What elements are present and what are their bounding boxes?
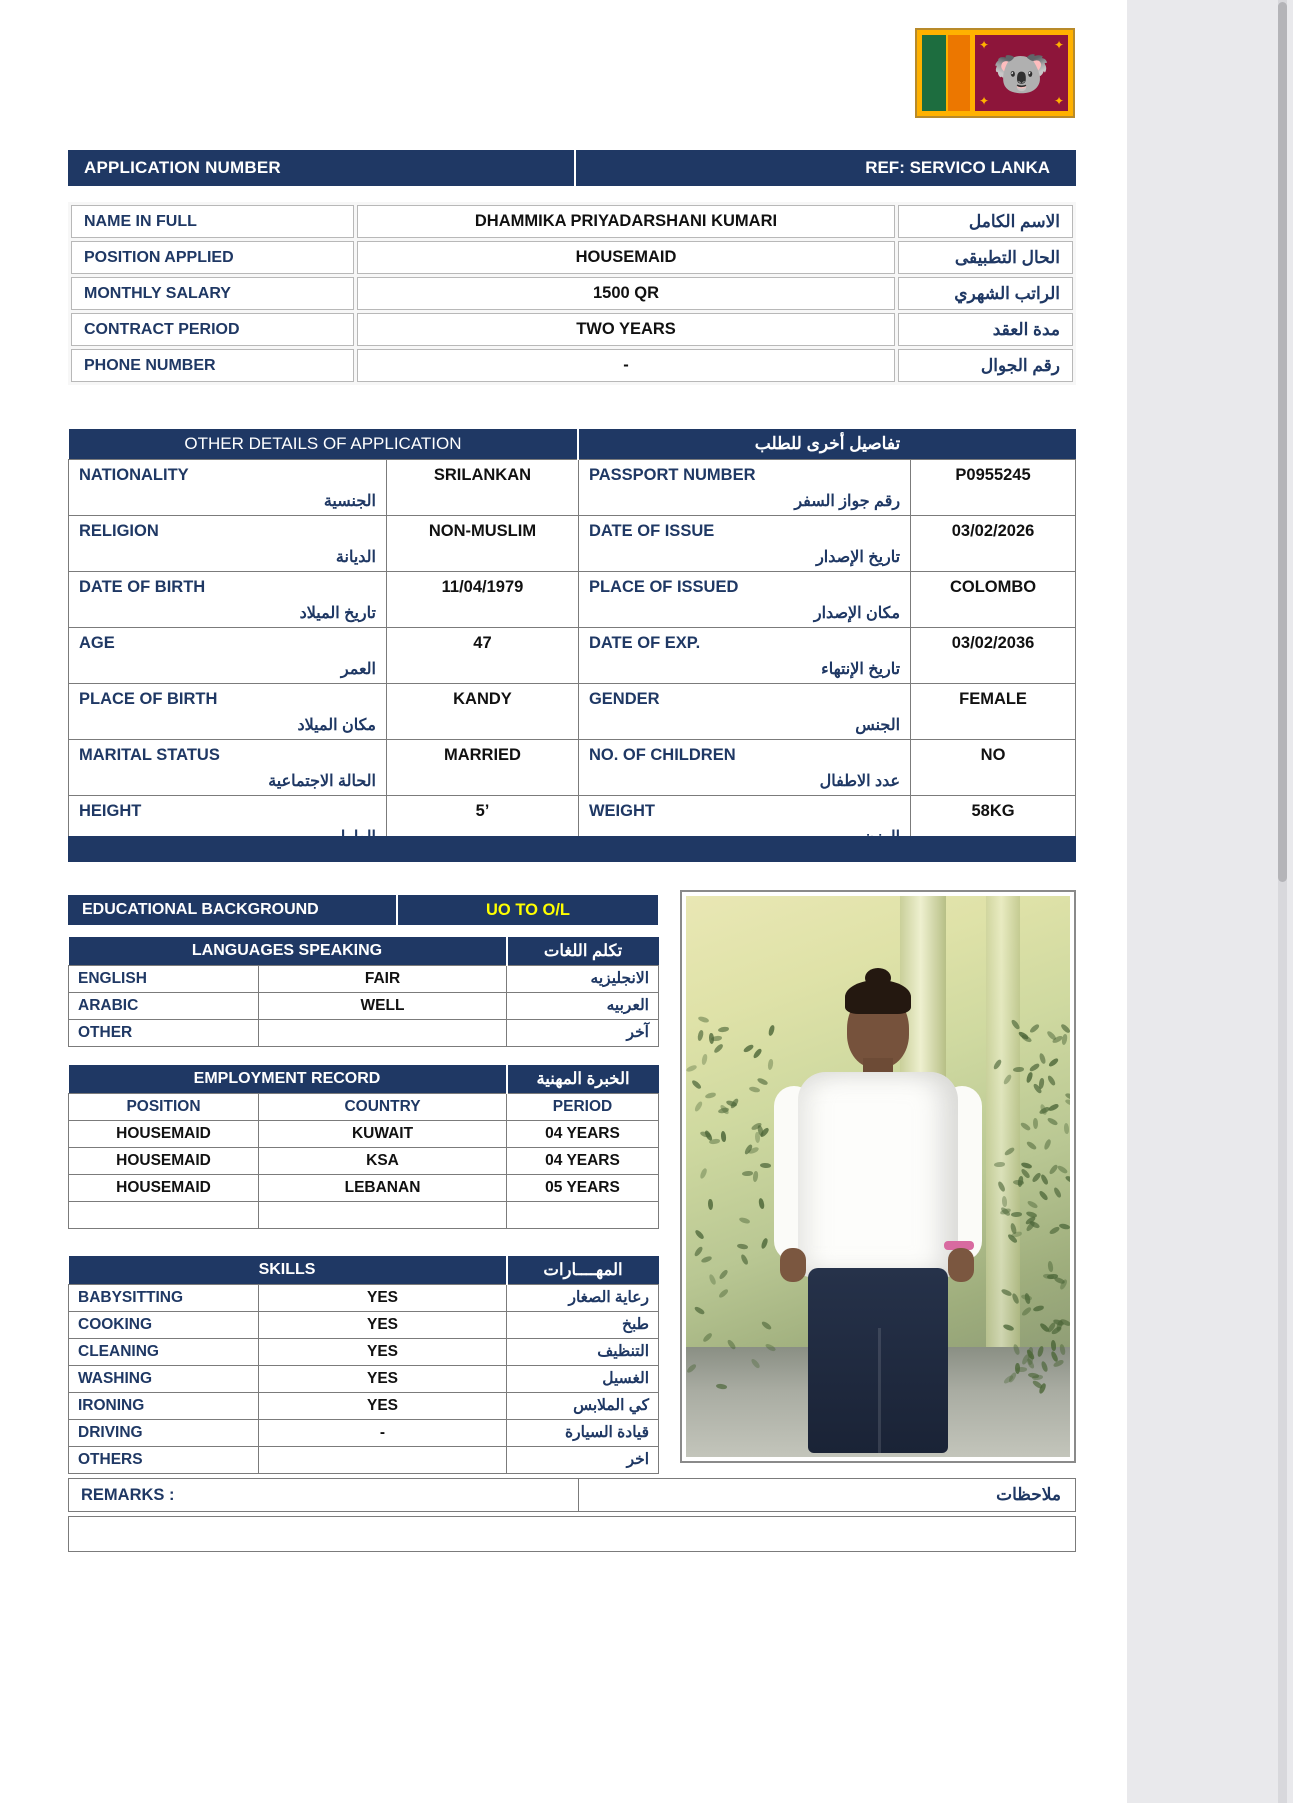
photo-trousers xyxy=(808,1268,948,1453)
photo-leaf xyxy=(1048,1103,1060,1112)
applicant-label: POSITION APPLIED xyxy=(71,241,354,274)
detail-key-right xyxy=(578,627,910,683)
table-row xyxy=(71,349,1073,382)
photo-leaf xyxy=(1011,1212,1022,1217)
detail-label-en: PLACE OF ISSUED xyxy=(588,577,739,596)
photo-leaf xyxy=(711,1036,722,1042)
bo-leaf-icon: ✦ xyxy=(1053,38,1064,52)
employment-position: HOUSEMAID xyxy=(69,1120,259,1147)
employment-period: 05 YEARS xyxy=(507,1174,659,1201)
detail-value-left: 5’ xyxy=(386,795,578,851)
photo-leaf xyxy=(1046,1074,1056,1086)
detail-label-ar: الحالة الاجتماعية xyxy=(268,772,376,790)
applicant-value: 1500 QR xyxy=(357,277,895,310)
detail-value-left: NON-MUSLIM xyxy=(386,515,578,571)
skill-name: WASHING xyxy=(69,1365,259,1392)
reference-label: REF: SERVICO LANKA xyxy=(865,158,1050,177)
photo-leaf xyxy=(1026,1210,1038,1219)
language-name: OTHER xyxy=(69,1019,259,1046)
detail-label-en: DATE OF EXP. xyxy=(588,633,701,652)
employment-record-table xyxy=(68,1065,659,1229)
photo-leaf xyxy=(1040,1174,1049,1186)
other-details-header-ar: تفاصيل أخرى للطلب xyxy=(578,429,1075,459)
photo-leaf xyxy=(1061,1034,1068,1046)
table-row xyxy=(69,965,659,992)
detail-key-left xyxy=(69,739,387,795)
table-row xyxy=(71,313,1073,346)
detail-value-right: P0955245 xyxy=(911,459,1076,515)
employment-period xyxy=(507,1201,659,1228)
photo-leaf xyxy=(736,1243,748,1250)
photo-leaf xyxy=(718,1269,729,1280)
photo-leaf xyxy=(1038,1052,1046,1064)
photo-leaf xyxy=(1048,1261,1054,1272)
photo-leaf xyxy=(1048,1164,1059,1176)
skills-table xyxy=(68,1256,659,1474)
skill-name: DRIVING xyxy=(69,1419,259,1446)
detail-value-right: 03/02/2036 xyxy=(911,627,1076,683)
employment-period: 04 YEARS xyxy=(507,1147,659,1174)
photo-leaf xyxy=(1032,1305,1044,1312)
language-name-ar: الانجليزيه xyxy=(507,965,659,992)
detail-label-ar: رقم جواز السفر xyxy=(794,492,901,510)
applicant-label: PHONE NUMBER xyxy=(71,349,354,382)
photo-leaf xyxy=(1019,1122,1031,1133)
skills-header-ar: المهــــارات xyxy=(507,1256,659,1284)
table-row xyxy=(69,1311,659,1338)
detail-value-left: KANDY xyxy=(386,683,578,739)
photo-leaf xyxy=(1021,1293,1033,1301)
photo-leaf xyxy=(767,1059,774,1071)
table-row xyxy=(69,992,659,1019)
table-row xyxy=(69,515,1076,571)
skill-name-ar: التنظيف xyxy=(507,1338,659,1365)
detail-label-en: PASSPORT NUMBER xyxy=(588,465,756,484)
employment-country: LEBANAN xyxy=(259,1174,507,1201)
employment-header-en: EMPLOYMENT RECORD xyxy=(69,1065,507,1093)
photo-leaf xyxy=(1042,1273,1054,1280)
other-details-table xyxy=(68,429,1076,852)
applicant-value: DHAMMIKA PRIYADARSHANI KUMARI xyxy=(357,205,895,238)
skill-value: YES xyxy=(259,1311,507,1338)
applicant-label-ar: الراتب الشهري xyxy=(898,277,1073,310)
photo-leaf xyxy=(693,1246,704,1258)
detail-key-right xyxy=(578,571,910,627)
applicant-label-ar: مدة العقد xyxy=(898,313,1073,346)
table-row xyxy=(69,459,1076,515)
detail-key-left xyxy=(69,459,387,515)
table-row xyxy=(69,683,1076,739)
employment-column-header: POSITION xyxy=(69,1093,259,1120)
flag-maroon-field xyxy=(975,35,1068,111)
skill-name-ar: قيادة السيارة xyxy=(507,1419,659,1446)
form-header-bar xyxy=(68,150,1076,186)
language-level: FAIR xyxy=(259,965,507,992)
photo-leaf xyxy=(1053,1186,1062,1198)
detail-label-ar: الجنس xyxy=(855,716,901,734)
bo-leaf-icon: ✦ xyxy=(979,38,990,52)
photo-leaf xyxy=(713,1043,725,1054)
educational-background-bar xyxy=(68,895,658,925)
photo-leaf xyxy=(698,1015,710,1024)
detail-label-en: DATE OF ISSUE xyxy=(588,521,715,540)
photo-leaf xyxy=(743,1044,755,1054)
detail-label-en: PLACE OF BIRTH xyxy=(79,689,218,708)
detail-key-right xyxy=(578,459,910,515)
applicant-value: - xyxy=(357,349,895,382)
photo-leaf xyxy=(1027,1199,1039,1209)
applicant-label: MONTHLY SALARY xyxy=(71,277,354,310)
educational-background-label: EDUCATIONAL BACKGROUND xyxy=(68,895,398,925)
detail-label-en: GENDER xyxy=(588,689,660,708)
table-row xyxy=(69,1019,659,1046)
table-row xyxy=(69,1446,659,1473)
photo-leaf xyxy=(1059,1343,1065,1355)
photo-leaf xyxy=(1028,1062,1040,1072)
photo-leaf xyxy=(1047,1057,1059,1067)
language-name: ARABIC xyxy=(69,992,259,1019)
photo-leaf xyxy=(761,1320,773,1331)
lion-glyph-icon: 🐨 xyxy=(992,47,1051,99)
applicant-photo-frame xyxy=(680,890,1076,1463)
photo-leaf xyxy=(702,1332,714,1343)
photo-leaf xyxy=(1060,1022,1070,1033)
skill-name-ar: اخر xyxy=(507,1446,659,1473)
skill-value: YES xyxy=(259,1284,507,1311)
photo-leaf xyxy=(696,1029,704,1041)
applicant-label-ar: الحال التطبيقى xyxy=(898,241,1073,274)
table-row xyxy=(69,1365,659,1392)
photo-leaf xyxy=(700,1054,708,1066)
photo-leaf xyxy=(767,1025,775,1037)
photo-leaf xyxy=(1064,1123,1069,1134)
employment-column-header: PERIOD xyxy=(507,1093,659,1120)
applicant-label: NAME IN FULL xyxy=(71,205,354,238)
table-row xyxy=(69,1120,659,1147)
table-row xyxy=(69,1284,659,1311)
applicant-value: TWO YEARS xyxy=(357,313,895,346)
languages-speaking-table xyxy=(68,937,659,1047)
skill-name: IRONING xyxy=(69,1392,259,1419)
photo-leaf xyxy=(693,1101,703,1113)
detail-key-left xyxy=(69,683,387,739)
remarks-input[interactable] xyxy=(68,1516,1076,1552)
photo-leaf xyxy=(760,1238,769,1250)
photo-hand-left xyxy=(780,1248,806,1282)
detail-value-left: 11/04/1979 xyxy=(386,571,578,627)
scrollbar-thumb[interactable] xyxy=(1278,2,1287,882)
remarks-label: REMARKS : xyxy=(69,1479,579,1511)
table-row xyxy=(71,277,1073,310)
other-details-header-en: OTHER DETAILS OF APPLICATION xyxy=(69,429,579,459)
table-row xyxy=(71,241,1073,274)
table-row xyxy=(69,739,1076,795)
remarks-row xyxy=(68,1478,1076,1512)
educational-background-value: UO TO O/L xyxy=(485,900,571,919)
table-row xyxy=(69,627,1076,683)
detail-label-ar: مكان الميلاد xyxy=(297,716,376,734)
photo-leaf xyxy=(1025,1071,1034,1083)
page-margin xyxy=(1127,0,1293,1803)
detail-key-right xyxy=(578,739,910,795)
photo-hand-right xyxy=(948,1248,974,1282)
skill-name: BABYSITTING xyxy=(69,1284,259,1311)
employment-header-ar: الخبرة المهنية xyxy=(507,1065,659,1093)
sri-lanka-flag-icon xyxy=(915,28,1075,118)
photo-leaf xyxy=(718,1027,729,1033)
photo-leaf xyxy=(749,1086,761,1094)
skill-value xyxy=(259,1446,507,1473)
photo-leaf xyxy=(1049,1226,1061,1235)
remarks-label-ar: ملاحظات xyxy=(996,1485,1061,1504)
detail-key-left xyxy=(69,571,387,627)
detail-label-ar: مكان الإصدار xyxy=(813,604,901,622)
detail-value-left: MARRIED xyxy=(386,739,578,795)
photo-hair xyxy=(845,980,911,1014)
language-level xyxy=(259,1019,507,1046)
detail-key-right xyxy=(578,515,910,571)
employment-position: HOUSEMAID xyxy=(69,1147,259,1174)
flag-orange-stripe xyxy=(948,35,970,111)
detail-key-left xyxy=(69,627,387,683)
skill-value: YES xyxy=(259,1338,507,1365)
detail-label-ar: الجنسية xyxy=(323,492,376,510)
detail-label-ar: عدد الاطفال xyxy=(819,772,901,790)
flag-green-stripe xyxy=(922,35,946,111)
photo-leaf xyxy=(1026,1140,1038,1151)
photo-leaf xyxy=(1021,1306,1033,1317)
applicant-summary-table xyxy=(68,202,1076,385)
table-row xyxy=(69,1147,659,1174)
detail-key-right xyxy=(578,683,910,739)
detail-value-right: FEMALE xyxy=(911,683,1076,739)
skills-header-en: SKILLS xyxy=(69,1256,507,1284)
photo-leaf xyxy=(721,1131,726,1142)
photo-leaf xyxy=(699,1167,709,1179)
detail-label-en: NO. OF CHILDREN xyxy=(588,745,736,764)
detail-label-en: RELIGION xyxy=(79,521,159,540)
photo-leaf xyxy=(1033,1118,1038,1129)
photo-leaf xyxy=(1065,1174,1070,1184)
photo-leaf xyxy=(1059,1223,1070,1231)
languages-header-ar: تكلم اللغات xyxy=(507,937,659,965)
photo-leaf xyxy=(708,1274,716,1286)
detail-label-ar: العمر xyxy=(340,660,376,678)
detail-label-en: MARITAL STATUS xyxy=(79,745,220,764)
table-row xyxy=(69,1419,659,1446)
detail-value-right: COLOMBO xyxy=(911,571,1076,627)
photo-leaf xyxy=(1047,1116,1059,1126)
employment-column-header: COUNTRY xyxy=(259,1093,507,1120)
photo-leaf xyxy=(757,1077,769,1087)
detail-label-en: HEIGHT xyxy=(79,801,142,820)
details-bottom-band xyxy=(68,836,1076,862)
detail-label-en: DATE OF BIRTH xyxy=(79,577,206,596)
table-row xyxy=(69,571,1076,627)
skill-name-ar: كي الملابس xyxy=(507,1392,659,1419)
bo-leaf-icon: ✦ xyxy=(1053,94,1064,108)
skill-name-ar: طبخ xyxy=(507,1311,659,1338)
photo-leaf xyxy=(686,1064,698,1072)
photo-leaf xyxy=(705,1092,717,1099)
language-name: ENGLISH xyxy=(69,965,259,992)
photo-leaf xyxy=(1039,1190,1050,1202)
detail-key-left xyxy=(69,515,387,571)
applicant-label-ar: رقم الجوال xyxy=(898,349,1073,382)
employment-position: HOUSEMAID xyxy=(69,1174,259,1201)
photo-leaf xyxy=(1057,1164,1069,1175)
photo-leaf xyxy=(694,1228,705,1240)
photo-leaf xyxy=(694,1306,706,1317)
skill-name: COOKING xyxy=(69,1311,259,1338)
employment-country xyxy=(259,1201,507,1228)
table-header-row xyxy=(69,1093,659,1120)
detail-label-ar: تاريخ الميلاد xyxy=(299,604,376,622)
detail-value-right: NO xyxy=(911,739,1076,795)
employment-country: KSA xyxy=(259,1147,507,1174)
language-level: WELL xyxy=(259,992,507,1019)
detail-value-left: 47 xyxy=(386,627,578,683)
detail-label-ar: تاريخ الإنتهاء xyxy=(821,660,901,678)
photo-leaf xyxy=(758,1198,764,1210)
language-name-ar: العربيه xyxy=(507,992,659,1019)
employment-period: 04 YEARS xyxy=(507,1120,659,1147)
detail-label-en: AGE xyxy=(79,633,115,652)
detail-value-right: 58KG xyxy=(911,795,1076,851)
photo-leaf xyxy=(752,1047,763,1059)
detail-label-ar: تاريخ الإصدار xyxy=(816,548,901,566)
language-name-ar: آخر xyxy=(507,1019,659,1046)
applicant-label-ar: الاسم الكامل xyxy=(898,205,1073,238)
detail-label-ar: الديانة xyxy=(335,548,376,566)
photo-leaf xyxy=(994,1162,1005,1167)
photo-leaf xyxy=(700,1255,712,1263)
applicant-photo xyxy=(686,896,1070,1457)
bo-leaf-icon: ✦ xyxy=(979,94,990,108)
detail-value-left: SRILANKAN xyxy=(386,459,578,515)
photo-leaf xyxy=(691,1078,702,1089)
skill-value: - xyxy=(259,1419,507,1446)
table-row xyxy=(69,1392,659,1419)
skill-name-ar: رعاية الصغار xyxy=(507,1284,659,1311)
skill-value: YES xyxy=(259,1392,507,1419)
applicant-value: HOUSEMAID xyxy=(357,241,895,274)
photo-leaf xyxy=(742,1171,753,1176)
skill-value: YES xyxy=(259,1365,507,1392)
photo-leaf xyxy=(708,1199,713,1210)
photo-leaf xyxy=(718,1288,730,1299)
photo-leaf xyxy=(1013,1067,1024,1072)
table-row xyxy=(69,1201,659,1228)
skill-name: CLEANING xyxy=(69,1338,259,1365)
detail-value-right: 03/02/2026 xyxy=(911,515,1076,571)
table-row xyxy=(69,1174,659,1201)
photo-shirt xyxy=(798,1072,958,1277)
employment-country: KUWAIT xyxy=(259,1120,507,1147)
photo-leaf xyxy=(759,1162,771,1168)
detail-label-en: NATIONALITY xyxy=(79,465,189,484)
skill-name-ar: الغسيل xyxy=(507,1365,659,1392)
detail-label-en: WEIGHT xyxy=(588,801,655,820)
photo-leaf xyxy=(740,1253,749,1265)
table-row xyxy=(69,1338,659,1365)
photo-leaf xyxy=(739,1216,751,1225)
photo-leaf xyxy=(1042,1139,1052,1151)
applicant-label: CONTRACT PERIOD xyxy=(71,313,354,346)
skill-name: OTHERS xyxy=(69,1446,259,1473)
photo-leaf xyxy=(1028,1023,1040,1034)
application-number-label: APPLICATION NUMBER xyxy=(68,150,576,186)
languages-header-en: LANGUAGES SPEAKING xyxy=(69,937,507,965)
employment-position xyxy=(69,1201,259,1228)
table-row xyxy=(71,205,1073,238)
